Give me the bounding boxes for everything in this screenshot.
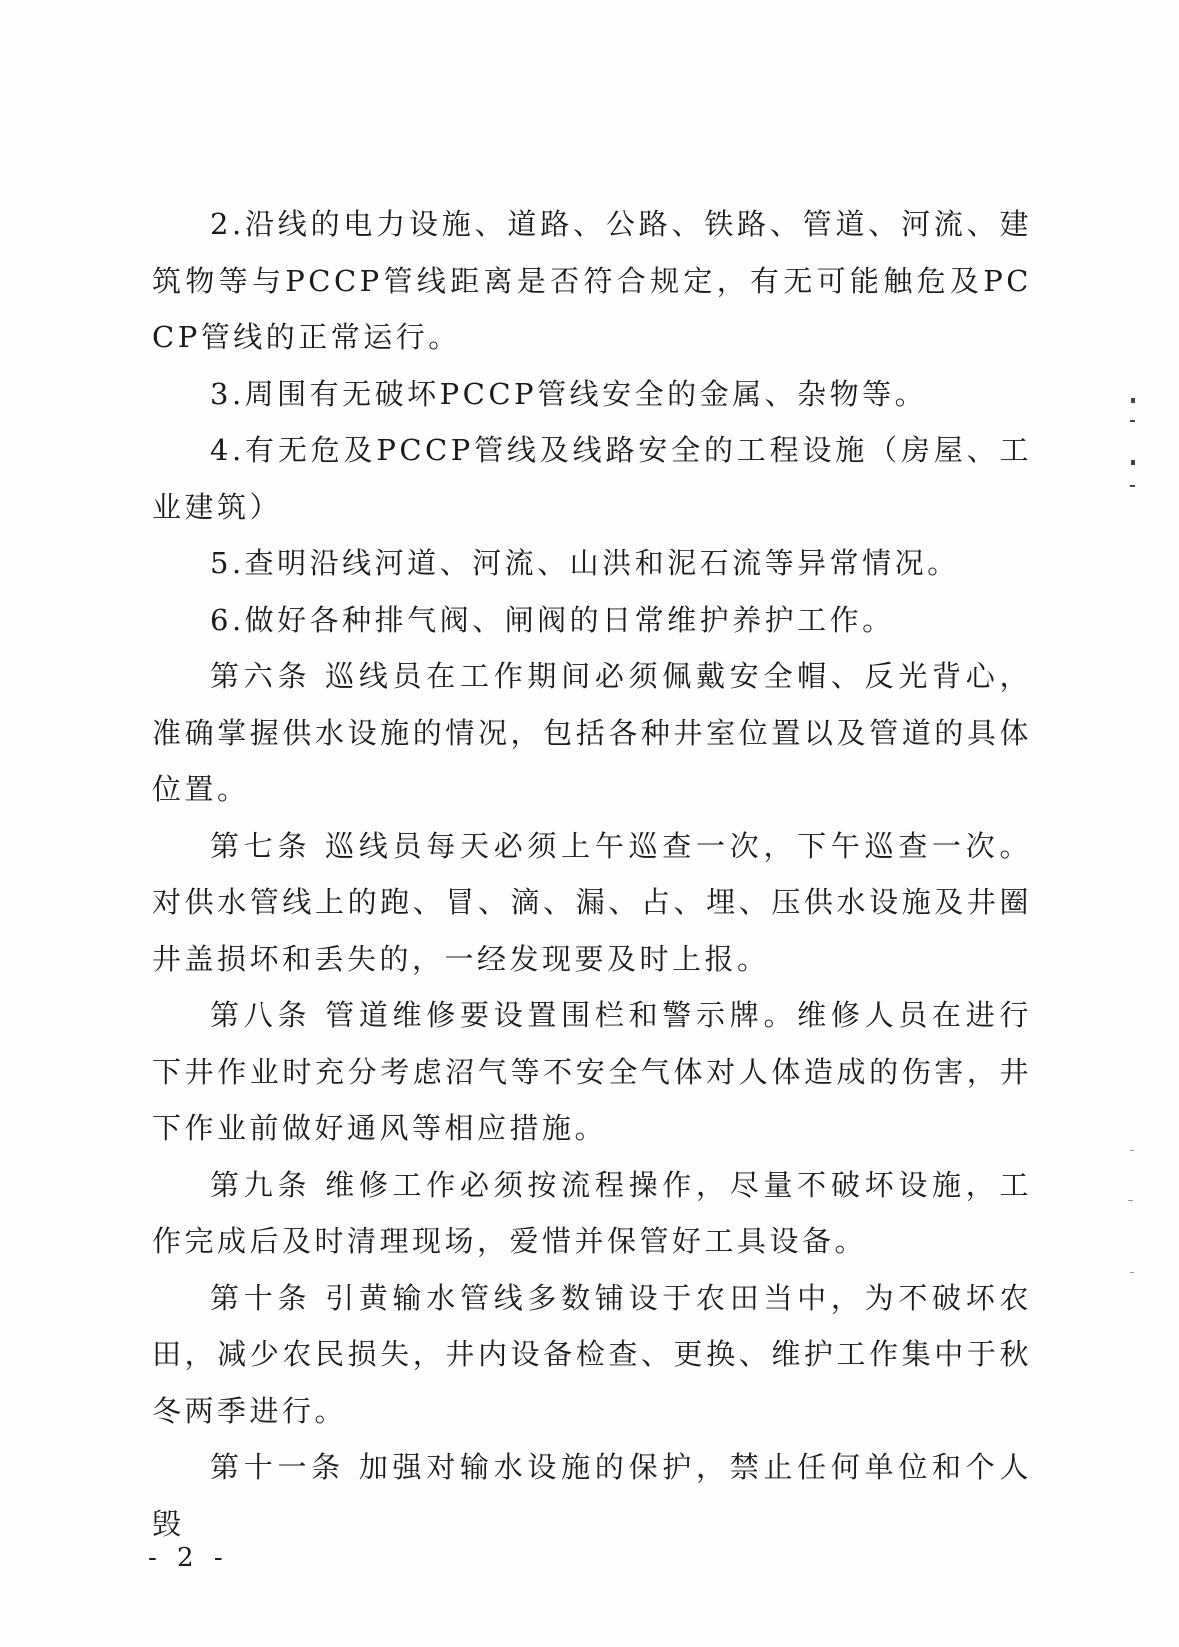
document-body [152,196,1032,1552]
list-item-2: 2.沿线的电力设施、道路、公路、铁路、管道、河流、建筑物等与PCCP管线距离是否符合规定，有无可能触危及PCCP管线的正常运行。 [152,207,1032,354]
list-item-3: 3.周围有无破坏PCCP管线安全的金属、杂物等。 [210,376,928,411]
article-11: 第十一条 加强对输水设施的保护，禁止任何单位和个人毁 [152,1450,1032,1541]
scan-speck [1131,460,1135,465]
article-7: 第七条 巡线员每天必须上午巡查一次，下午巡查一次。对供水管线上的跑、冒、滴、漏、占、埋、压供水设施及井圈井盖损坏和丢失的，一经发现要及时上报。 [152,828,1032,976]
article-8: 第八条 管道维修要设置围栏和警示牌。维修人员在进行下井作业时充分考虑沼气等不安全气体对人体造成的伤害，井下作业前做好通风等相应措施。 [152,998,1032,1145]
scan-speck [1130,1150,1134,1151]
article-6: 第六条 巡线员在工作期间必须佩戴安全帽、反光背心，准确掌握供水设施的情况，包括各种井室位置以及管道的具体位置。 [152,659,1032,806]
article-10: 第十条 引黄输水管线多数铺设于农田当中，为不破坏农田，减少农民损失，井内设备检查、更换、维护工作集中于秋冬两季进行。 [152,1280,1032,1428]
scan-speck [1130,485,1135,487]
list-item-4: 4.有无危及PCCP管线及线路安全的工程设施（房屋、工业建筑） [152,433,1032,524]
scan-speck [1130,1272,1134,1273]
article-9: 第九条 维修工作必须按流程操作，尽量不破坏设施，工作完成后及时清理现场，爱惜并保管好工具设备。 [152,1167,1032,1258]
scan-speck [1128,1200,1133,1201]
page-number: - 2 - [148,1543,229,1573]
scan-speck [1130,420,1135,422]
list-item-5: 5.查明沿线河道、河流、山洪和泥石流等异常情况。 [210,546,960,580]
scan-speck [1131,398,1135,403]
list-item-6: 6.做好各种排气阀、闸阀的日常维护养护工作。 [210,602,895,637]
